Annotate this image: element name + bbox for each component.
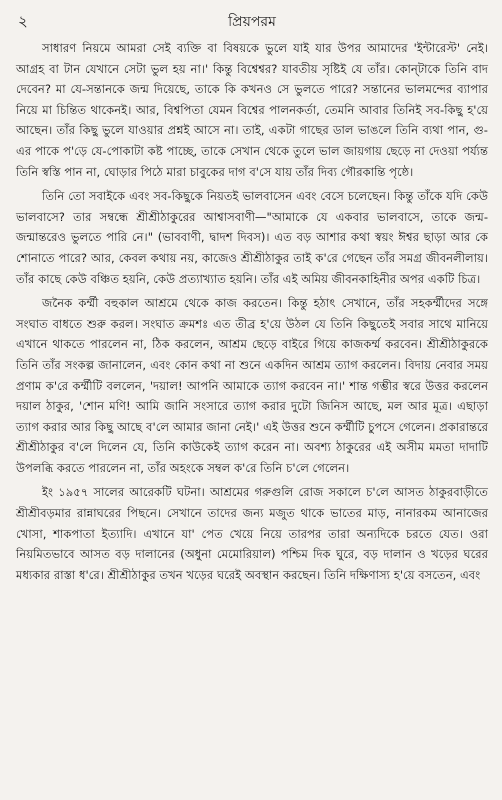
paragraph: ইং ১৯৫৭ সালের আরেকটি ঘটনা। আশ্রমের গরুগুলি রোজ সকালে চ'লে আসত ঠাকুরবাড়ীতে শ্রীশ্রীবড়মার রান্নাঘরের পিছনে। সেখানে তাদের জন্য মজুত থাকে ভাতের মাড়, নানারকম আনাজের খোসা, শাকপাতা ইত্যাদি। এখানে যা' পেত খেয়ে নিয়ে তারপর তারা অন্যদিকে চরতে যেত। ওরা নিয়মিতভাবে আসত বড় দালানের (অধুনা মেমোরিয়াল) পশ্চিম দিক ঘুরে, বড় দালান ও খড়ের ঘরের মধ্যকার রাস্তা ধ'রে। শ্রীশ্রীঠাকুর তখন খড়ের ঘরেই অবস্থান করছেন। তিনি দক্ষিণাস্য হ'য়ে বসতেন, এবং [16, 485, 488, 582]
body-text [16, 38, 488, 585]
paragraph: সাধারণ নিয়মে আমরা সেই ব্যক্তি বা বিষয়কে ভুলে যাই যার উপর আমাদের 'ইন্টারেস্ট' নেই। আগ্রহ বা টান যেখানে সেটা ভুল হয় না।' কিন্তু বিশ্বেশ্বর? যাবতীয় সৃষ্টিই যে তাঁর। কোন্‌টাকে তিনি বাদ দেবেন? মা যে-সন্তানকে জন্ম দিয়েছে, তাকে কি কখনও সে ভুলতে পারে? সন্তানের ভালমন্দের ব্যাপার নিয়ে মা চিন্তিত থাকেনই। আর, বিশ্বপিতা যেমন বিশ্বের পালনকর্তা, তেমনি আবার তিনিই সব-কিছু হ'য়ে আছেন। তাঁর কিছু ভুলে যাওয়ার প্রশ্নই আসে না। তাই, একটা গাছের ডাল ভাঙলে তিনি ব্যথা পান, গু-এর পাকে প'ড়ে যে-পোকাটা কষ্ট পাচ্ছে, তাকে সেখান থেকে তুলে ভাল জায়গায় ছেড়ে না দেওয়া পর্য্যন্ত তিনি স্বস্তি পান না, ঘোড়ার পিঠে মারা চাবুকের দাগ ব'সে যায় তাঁর দিব্য গৌরকান্তি পৃষ্ঠে। [16, 41, 488, 179]
paragraph: তিনি তো সবাইকে এবং সব-কিছুকে নিয়তই ভালবাসেন এবং বেসে চলেছেন। কিন্তু তাঁকে যদি কেউ ভালবাসে? তার সম্বন্ধে শ্রীশ্রীঠাকুরের আশ্বাসবাণী—"আমাকে যে একবার ভালবাসে, তাকে জন্ম-জন্মান্তরেও ভুলতে পারি নে।" (ভাববাণী, দ্বাদশ দিবস)। এত বড় আশার কথা স্বয়ং ঈশ্বর ছাড়া আর কে শোনাতে পারে? আর, কেবল কথায় নয়, কাজেও শ্রীশ্রীঠাকুর তাই ক'রে গেছেন তাঁর সমগ্র জীবনলীলায়। তাঁর কাছে কেউ বঞ্চিত হয়নি, কেউ প্রত্যাখ্যাত হয়নি। তাঁর এই অমিয় জীবনকাহিনীর অপর একটি চিত্র। [16, 189, 488, 286]
paragraph: জনৈক কর্ম্মী বহুকাল আশ্রমে থেকে কাজ করতেন। কিন্তু হঠাৎ সেখানে, তাঁর সহকর্ম্মীদের সঙ্গে সংঘাত বাধতে শুরু করল। সংঘাত ক্রমশঃ এত তীব্র হ'য়ে উঠল যে তিনি কিছুতেই সবার সাথে মানিয়ে এখানে থাকতে পারলেন না, ঠিক করলেন, আশ্রম ছেড়ে বাইরে গিয়ে কাজকর্ম্ম করবেন। শ্রীশ্রীঠাকুরকে তিনি তাঁর সংকল্প জানালেন, এবং কোন কথা না শুনে একদিন আশ্রম ত্যাগ করলেন। বিদায় নেবার সময় প্রণাম ক'রে কর্ম্মীটি বললেন, 'দয়াল! আপনি আমাকে ত্যাগ করবেন না।' শান্ত গম্ভীর স্বরে উত্তর করলেন দয়াল ঠাকুর, 'শোন মণি! আমি জানি সংসারে ত্যাগ করার দুটো জিনিস আছে, মল আর মূত্র। এছাড়া ত্যাগ করার আর কিছু আছে ব'লে আমার জানা নেই।' এই উত্তর শুনে কর্ম্মীটি চুপসে গেলেন। প্রকারান্তরে শ্রীশ্রীঠাকুর ব'লে দিলেন যে, তিনি কাউকেই ত্যাগ করেন না। অবশ্য ঠাকুরের এই অসীম মমতা দাদাটি উপলব্ধি করতে পারলেন না, তাঁর অহংকে সম্বল ক'রে তিনি চ'লে গেলেন। [16, 296, 488, 475]
page-header [16, 6, 488, 32]
running-title: প্রিয়পরম [228, 14, 276, 30]
page-number: ২ [18, 12, 28, 30]
